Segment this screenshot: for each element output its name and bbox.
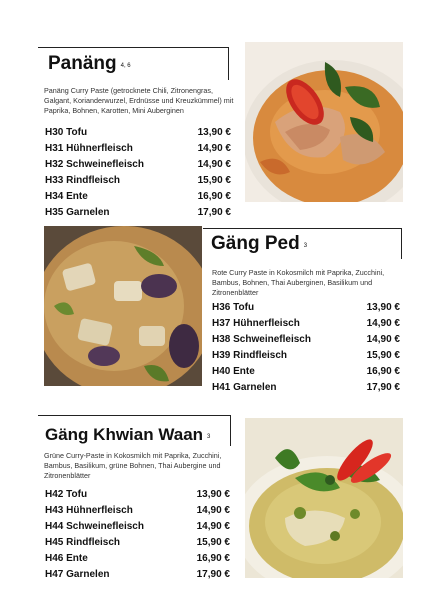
menu-item: H31 Hühnerfleisch 14,90 € [45, 141, 231, 157]
menu-item: H34 Ente 16,90 € [45, 189, 231, 205]
menu-item: H36 Tofu 13,90 € [212, 300, 400, 316]
section-title-text: Panäng [48, 53, 117, 74]
menu-item: H35 Garnelen 17,90 € [45, 205, 231, 221]
allergen-note: 3 [303, 243, 308, 249]
price: 15,90 € [197, 175, 231, 186]
menu-list-gang-khwian-waan [45, 487, 230, 583]
price: 13,90 € [197, 127, 231, 138]
section-title-text: Gäng Ped [211, 233, 300, 254]
price: 15,90 € [366, 350, 400, 361]
menu-list-gang-ped [212, 300, 400, 396]
price: 16,90 € [366, 366, 400, 377]
price: 13,90 € [366, 302, 400, 313]
price: 17,90 € [366, 382, 400, 393]
menu-item: H43 Hühnerfleisch 14,90 € [45, 503, 230, 519]
price: 13,90 € [196, 489, 230, 500]
price: 15,90 € [196, 537, 230, 548]
price: 14,90 € [366, 334, 400, 345]
price: 14,90 € [196, 505, 230, 516]
price: 16,90 € [196, 553, 230, 564]
dish-photo-panang [245, 42, 403, 202]
menu-list-panang [45, 125, 231, 221]
menu-item: H32 Schweinefleisch 14,90 € [45, 157, 231, 173]
price: 14,90 € [196, 521, 230, 532]
price: 17,90 € [197, 207, 231, 218]
section-title-text: Gäng Khwian Waan [45, 425, 204, 444]
menu-item: H44 Schweinefleisch 14,90 € [45, 519, 230, 535]
menu-item: H38 Schweinefleisch 14,90 € [212, 332, 400, 348]
dish-photo-gang-ped [44, 226, 202, 386]
price: 14,90 € [197, 143, 231, 154]
menu-item: H45 Rindfleisch 15,90 € [45, 535, 230, 551]
menu-item: H47 Garnelen 17,90 € [45, 567, 230, 583]
menu-item: H40 Ente 16,90 € [212, 364, 400, 380]
menu-item: H33 Rindfleisch 15,90 € [45, 173, 231, 189]
allergen-note: 4, 6 [120, 63, 131, 69]
menu-item: H37 Hühnerfleisch 14,90 € [212, 316, 400, 332]
section-description-gang-ped: Rote Curry Paste in Kokosmilch mit Paprika, Zucchini, Bambus, Bohnen, Thai Auberginen, Basilikum und Zitronenblätter [212, 268, 385, 297]
menu-item: H30 Tofu 13,90 € [45, 125, 231, 141]
menu-item: H46 Ente 16,90 € [45, 551, 230, 567]
section-description-panang: Panäng Curry Paste (getrocknete Chili, Zitronengras, Galgant, Korianderwurzel, Erdnüsse und Kreuzkümmel) mit Paprika, Bohnen, Karotten, Mini Auberginen [44, 86, 234, 115]
menu-item: H41 Garnelen 17,90 € [212, 380, 400, 396]
menu-item: H39 Rindfleisch 15,90 € [212, 348, 400, 364]
price: 14,90 € [366, 318, 400, 329]
section-title-gang-khwian-waan [45, 425, 210, 445]
section-title-gang-ped [211, 233, 307, 255]
menu-item: H42 Tofu 13,90 € [45, 487, 230, 503]
allergen-note: 3 [207, 434, 211, 440]
section-title-panang [48, 53, 131, 75]
dish-photo-gang-khwian-waan [245, 418, 403, 578]
price: 17,90 € [196, 569, 230, 580]
section-description-gang-khwian-waan: Grüne Curry-Paste in Kokosmilch mit Paprika, Zucchini, Bambus, Basilikum, grüne Bohnen, Thai Aubergine und Zitronenblätter [44, 451, 222, 480]
price: 16,90 € [197, 191, 231, 202]
price: 14,90 € [197, 159, 231, 170]
